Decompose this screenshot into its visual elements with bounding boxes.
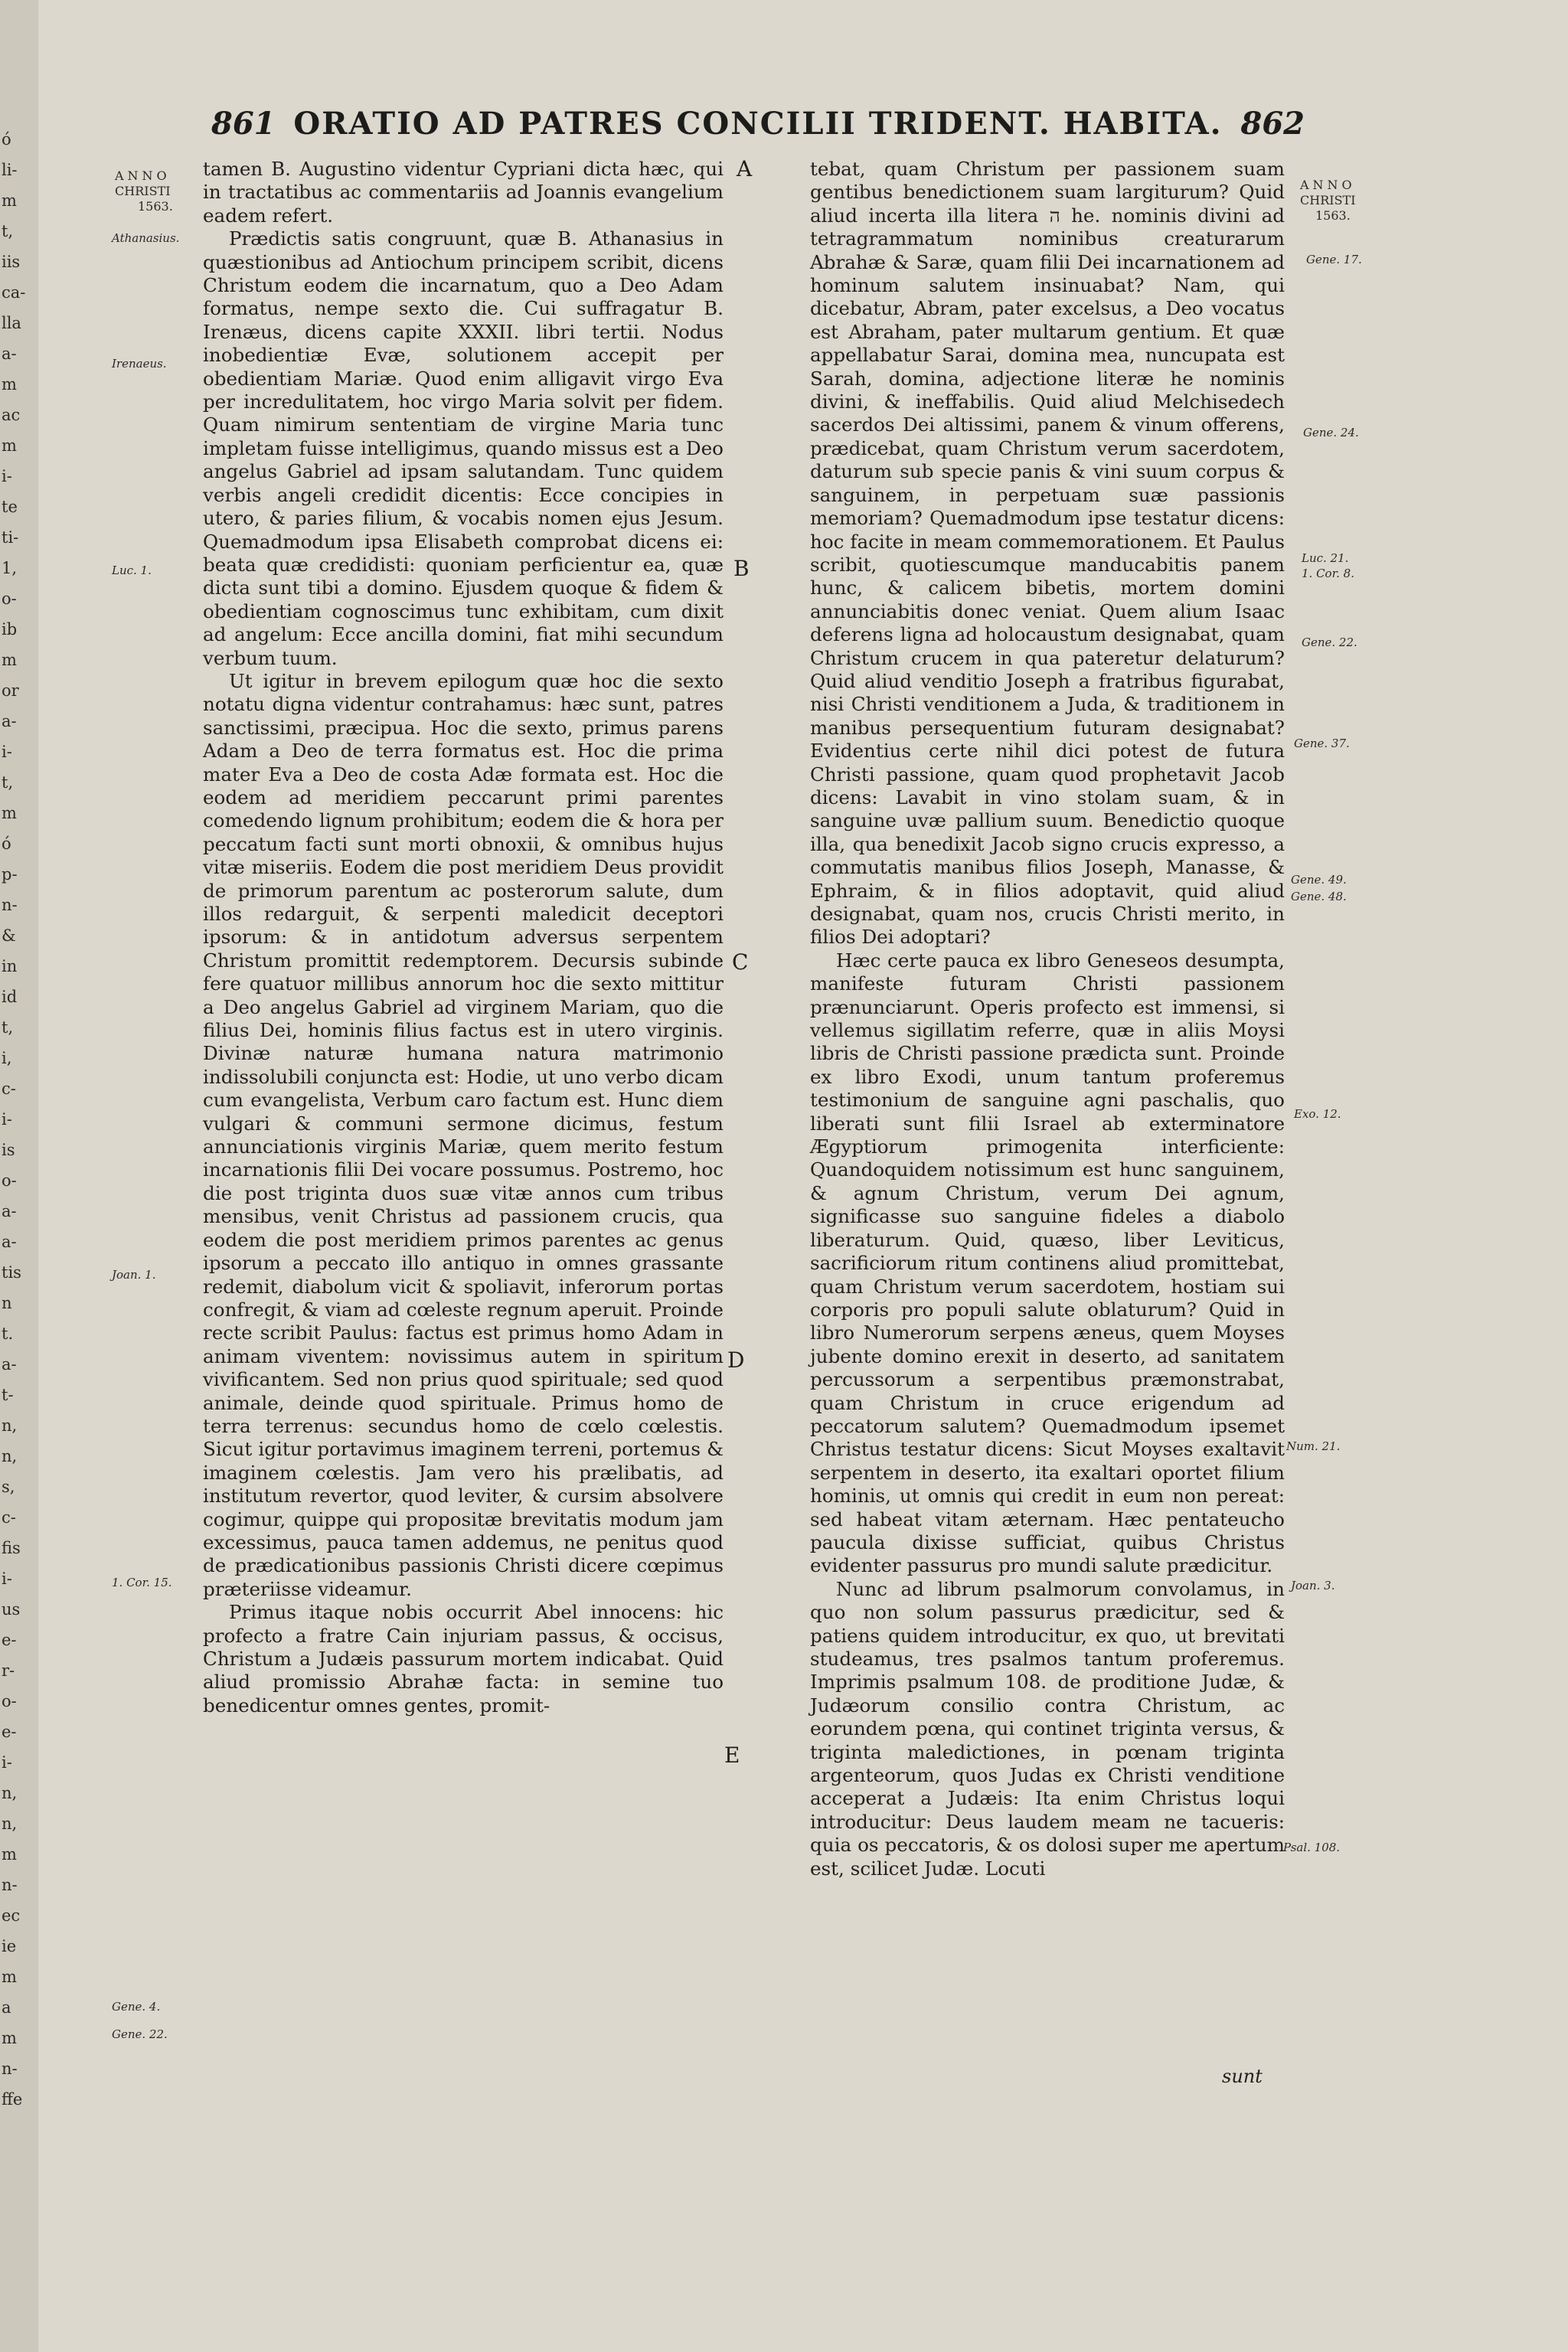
margin-note: Gene. 17. [1306, 253, 1362, 266]
left-column [203, 158, 724, 1717]
section-letter-c: C [732, 949, 749, 975]
margin-note: Exo. 12. [1294, 1107, 1341, 1121]
previous-page-fragment: i- [2, 467, 12, 485]
previous-page-fragment: n, [2, 1815, 18, 1833]
year-label: 1563. [138, 199, 173, 214]
margin-note: Gene. 4. [112, 2000, 161, 2014]
previous-page-fragment: is [2, 1141, 15, 1159]
previous-page-fragment: s, [2, 1478, 15, 1496]
previous-page-fragment: p- [2, 865, 18, 884]
catchword: sunt [1222, 2066, 1263, 2087]
right-column [810, 158, 1285, 1880]
paragraph: Hæc certe pauca ex libro Geneseos desumpta, manifeste futuram Christi passionem prænunciarunt. Operis profecto est immensi, si vellemus sigillatim referre, quæ in aliis Moysi libris de Christi passione prædicta sunt. Proinde ex libro Exodi, unum tantum proferemus testimonium de sanguine agni paschalis, quo liberati sunt filii Israel ab exterminatore Ægyptiorum primogenita interficiente: Quandoquidem notissimum est hunc sanguinem, & agnum Christum, verum Dei agnum, significasse suo sanguine fideles a diabolo liberaturum. Quid, quæso, liber Leviticus, sacrificiorum ritum continens aliud promittebat, quam Christum verum sacerdotem, hostiam sui corporis pro populi salute oblaturum? Quid in libro Numerorum serpens æneus, quem Moyses jubente domino erexit in deserto, ad sanitatem percussorum a serpentibus præmonstrabat, quam Christum in cruce erigendum ad peccatorum salutem? Quemadmodum ipsemet Christus testatur dicens: Sicut Moyses exaltavit serpentem in deserto, ita exaltari oportet filium hominis, ut omnis qui credit in eum non pereat: sed habeat vitam æternam. Hæc pentateucho paucula dixisse sufficiat, quibus Christus evidenter passurus pro mundi salute prædicitur. [810, 949, 1285, 1577]
previous-page-fragment: c- [2, 1508, 16, 1527]
right-anno-christi [1300, 178, 1356, 224]
previous-page-fragment: ca- [2, 283, 26, 302]
previous-page-fragment: in [2, 957, 18, 975]
previous-page-fragment: n, [2, 1416, 18, 1435]
previous-page-fragment: r- [2, 1661, 15, 1680]
previous-page-fragment: ti- [2, 528, 19, 547]
previous-page-fragment: ac [2, 406, 21, 424]
margin-note: Gene. 37. [1294, 737, 1350, 750]
previous-page-fragment: m [2, 651, 17, 669]
previous-page-fragment: m [2, 436, 17, 455]
previous-page-fragment: t- [2, 1386, 14, 1404]
previous-page-fragment: o- [2, 590, 17, 608]
margin-note: 1. Cor. 15. [112, 1576, 172, 1589]
previous-page-fragment: ffe [2, 2090, 23, 2109]
previous-page-fragment: o- [2, 1171, 17, 1190]
previous-page-fragment: i- [2, 1753, 12, 1772]
previous-page-fragment: m [2, 375, 17, 394]
left-anno-christi [115, 168, 173, 214]
running-title: ORATIO AD PATRES CONCILII TRIDENT. HABITA. [293, 106, 1223, 142]
previous-page-fragment: tis [2, 1263, 21, 1282]
margin-note: Gene. 48. [1291, 890, 1347, 903]
previous-page-fragment: m [2, 1968, 17, 1986]
margin-note: Irenaeus. [112, 357, 167, 371]
margin-note: Athanasius. [112, 231, 180, 245]
margin-note: Luc. 21. [1302, 551, 1349, 565]
margin-note: Gene. 22. [112, 2027, 168, 2041]
previous-page-fragment: id [2, 988, 18, 1006]
page-header [211, 106, 1305, 142]
margin-note: Psal. 108. [1283, 1841, 1341, 1854]
previous-page-fragment: n- [2, 896, 18, 914]
previous-page-fragment: t, [2, 222, 14, 240]
margin-note: Gene. 49. [1291, 873, 1347, 887]
previous-page-fragment: n- [2, 1876, 18, 1894]
paragraph: tebat, quam Christum per passionem suam gentibus benedictionem suam largiturum? Quid aliud incerta illa litera ה he. nominis divini ad tetragrammatum nominibus creaturarum Abrahæ & Saræ, quam filii Dei incarnationem ad hominum salutem insinuabat? Nam, qui dicebatur, Abram, pater excelsus, a Deo vocatus est Abraham, pater multarum gentium. Et quæ appellabatur Sarai, domina mea, nuncupata est Sarah, domina, adjectione literæ he nominis divini, & ineffabilis. Quid aliud Melchisedech sacerdos Dei altissimi, panem & vinum offerens, prædicebat, quam Christum verum sacerdotem, daturum sub specie panis & vini suum corpus & sanguinem, in perpetuam suæ passionis memoriam? Quemadmodum ipse testatur dicens: hoc facite in meam commemorationem. Et Paulus scribit, quotiescumque manducabitis panem hunc, & calicem bibetis, mortem domini annunciabitis donec veniat. Quem alium Isaac deferens ligna ad holocaustum designabat, quam Christum crucem in qua pateretur delaturum? Quid aliud venditio Joseph a fratribus figurabat, nisi Christi venditionem a Juda, & traditionem in manibus persequentium futuram designabat? Evidentius certe nihil dici potest de futura Christi passione, quam quod prophetavit Jacob dicens: Lavabit in vino stolam suam, & in sanguine uvæ pallium suum. Benedictio quoque illa, qua benedixit Jacob signo crucis expresso, a commutatis manibus filios Joseph, Manasse, & Ephraim, & in filios adoptavit, quid aliud designabat, quam nos, crucis Christi merito, in filios Dei adoptari? [810, 158, 1285, 949]
previous-page-fragment: n, [2, 1447, 18, 1465]
christi-label: CHRISTI [1300, 193, 1356, 207]
previous-page-fragment: a- [2, 1202, 17, 1220]
margin-note: Joan. 1. [112, 1268, 156, 1282]
previous-page-fragment: ib [2, 620, 18, 639]
previous-page-fragment: m [2, 2029, 17, 2047]
margin-note: Gene. 24. [1303, 426, 1359, 439]
left-page-number: 861 [211, 106, 276, 142]
margin-note: Gene. 22. [1302, 635, 1357, 649]
section-letter-e: E [724, 1743, 740, 1768]
previous-page-fragment: t. [2, 1325, 14, 1343]
previous-page-edge [0, 0, 40, 2352]
previous-page-fragment: i, [2, 1049, 12, 1067]
previous-page-fragment: fis [2, 1539, 21, 1557]
previous-page-fragment: ie [2, 1937, 17, 1955]
previous-page-fragment: i- [2, 1110, 12, 1129]
section-letter-b: B [733, 556, 750, 581]
margin-note: 1. Cor. 8. [1302, 567, 1354, 580]
paragraph: Nunc ad librum psalmorum convolamus, in quo non solum passurus prædicitur, sed & patiens quidem introducitur, ex quo, ut brevitati studeamus, tres psalmos tantum proferemus. Imprimis psalmum 108. de proditione Judæ, & Judæorum consilio contra Christum, ac eorundem pœna, qui continet triginta versus, & triginta maledictiones, in pœnam triginta argenteorum, quos Judas ex Christi venditione acceperat a Judæis: Ita enim Christus loqui introducitur: Deus laudem meam ne tacueris: quia os peccatoris, & os dolosi super me apertum est, scilicet Judæ. Locuti [810, 1577, 1285, 1880]
christi-label: CHRISTI [115, 184, 171, 198]
previous-page-fragment: i- [2, 743, 12, 761]
year-label: 1563. [1315, 208, 1351, 223]
previous-page-fragment: a- [2, 1355, 17, 1374]
anno-label: ANNO [1300, 178, 1356, 192]
previous-page-fragment: e- [2, 1723, 17, 1741]
previous-page-fragment: & [2, 926, 16, 945]
previous-page-fragment: lla [2, 314, 21, 332]
previous-page-fragment: ec [2, 1906, 21, 1925]
margin-note: Luc. 1. [112, 564, 152, 577]
previous-page-fragment: a [2, 1998, 11, 2017]
previous-page-fragment: n- [2, 2060, 18, 2078]
previous-page-fragment: n [2, 1294, 12, 1312]
previous-page-fragment: ó [2, 130, 11, 149]
previous-page-fragment: e- [2, 1631, 17, 1649]
previous-page-fragment: a- [2, 712, 17, 730]
margin-note: Joan. 3. [1291, 1579, 1335, 1592]
previous-page-fragment: t, [2, 773, 14, 792]
previous-page-fragment: iis [2, 253, 21, 271]
right-page-number: 862 [1240, 106, 1305, 142]
previous-page-fragment: or [2, 681, 19, 700]
previous-page-fragment: n, [2, 1784, 18, 1802]
previous-page-fragment: o- [2, 1692, 17, 1710]
section-letter-a: A [737, 156, 753, 181]
previous-page-fragment: a- [2, 345, 17, 363]
previous-page-fragment: m [2, 191, 17, 210]
paragraph: Ut igitur in brevem epilogum quæ hoc die sexto notatu digna videntur contrahamus: hæc sunt, patres sanctissimi, præcipua. Hoc die sexto, primus parens Adam a Deo de terra formatus est. Hoc die prima mater Eva a Deo de costa Adæ formata est. Hoc die eodem ad meridiem peccarunt primi parentes comedendo lignum prohibitum; eodem die & hora per peccatum facti sunt morti obnoxii, & omnibus hujus vitæ miseriis. Eodem die post meridiem Deus providit de primorum parentum ac posterorum salute, dum illos redarguit, & serpenti maledicit deceptori ipsorum: & in antidotum adversus serpentem Christum promittit redemptorem. Decursis subinde fere quatuor millibus annorum hoc die sexto mittitur a Deo angelus Gabriel ad virginem Mariam, quo die filius Dei, hominis filius factus est in utero virginis. Divinæ naturæ humana natura matrimonio indissolubili conjuncta est: Hodie, ut uno verbo dicam cum evangelista, Verbum caro factum est. Hunc diem vulgari & communi sermone dicimus, festum annunciationis virginis Mariæ, quem merito festum incarnationis filii Dei vocare possumus. Postremo, hoc die post triginta duos suæ vitæ annos cum tribus mensibus, venit Christus ad passionem crucis, qua eodem die post meridiem primos parentes ac genus ipsorum a peccato illo antiquo in omnes grassante redemit, diabolum vicit & spoliavit, inferorum portas confregit, & viam ad cœleste regnum aperuit. Proinde recte scribit Paulus: factus est primus homo Adam in animam viventem: novissimus autem in spiritum vivificantem. Sed non prius quod spirituale; sed quod animale, deinde quod spirituale. Primus homo de terra terrenus: secundus homo de cœlo cœlestis. Sicut igitur portavimus imaginem terreni, portemus & imaginem cœlestis. Jam vero his prælibatis, ad institutum revertor, quod leviter, & cursim absolvere cogimur, quippe qui propositæ brevitatis modum jam excessimus, pauca tamen addemus, ne penitus quod de prædicationibus passionis Christi dicere cœpimus præteriisse videamur. [203, 669, 724, 1600]
anno-label: ANNO [115, 168, 171, 183]
margin-note: Num. 21. [1286, 1439, 1341, 1453]
previous-page-fragment: t, [2, 1018, 14, 1037]
previous-page-fragment: us [2, 1600, 21, 1619]
previous-page-fragment: m [2, 1845, 17, 1864]
section-letter-d: D [727, 1348, 745, 1373]
previous-page-fragment: 1, [2, 559, 18, 577]
previous-page-fragment: m [2, 804, 17, 822]
previous-page-fragment: i- [2, 1570, 12, 1588]
paragraph: Primus itaque nobis occurrit Abel innocens: hic profecto a fratre Cain injuriam passus, & occisus, Christum a Judæis passurum mortem indicabat. Quid aliud promissio Abrahæ facta: in semine tuo benedicentur omnes gentes, promit- [203, 1601, 724, 1717]
previous-page-fragment: c- [2, 1080, 16, 1098]
previous-page-fragment: te [2, 498, 18, 516]
previous-page-fragment: ó [2, 835, 11, 853]
paragraph: tamen B. Augustino videntur Cypriani dicta hæc, qui in tractatibus ac commentariis ad Joannis evangelium eadem refert. [203, 158, 724, 227]
paragraph: Prædictis satis congruunt, quæ B. Athanasius in quæstionibus ad Antiochum principem scribit, dicens Christum eodem die incarnatum, quo a Deo Adam formatus, nempe sexto die. Cui suffragatur B. Irenæus, dicens capite XXXII. libri tertii. Nodus inobedientiæ Evæ, solutionem accepit per obedientiam Mariæ. Quod enim alligavit virgo Eva per incredulitatem, hoc virgo Maria solvit per fidem. Quam nimirum sententiam de virgine Maria tunc impletam fuisse intelligimus, quando missus est a Deo angelus Gabriel ad ipsam salutandam. Tunc quidem verbis angeli credidit dicentis: Ecce concipies in utero, & paries filium, & vocabis nomen ejus Jesum. Quemadmodum ipsa Elisabeth comprobat dicens ei: beata quæ credidisti: quoniam perficientur ea, quæ dicta sunt tibi a domino. Ejusdem quoque & fidem & obedientiam cognoscimus tunc exhibitam, cum dixit ad angelum: Ecce ancilla domini, fiat mihi secundum verbum tuum. [203, 227, 724, 669]
previous-page-fragment: a- [2, 1233, 17, 1251]
previous-page-fragment: li- [2, 161, 18, 179]
